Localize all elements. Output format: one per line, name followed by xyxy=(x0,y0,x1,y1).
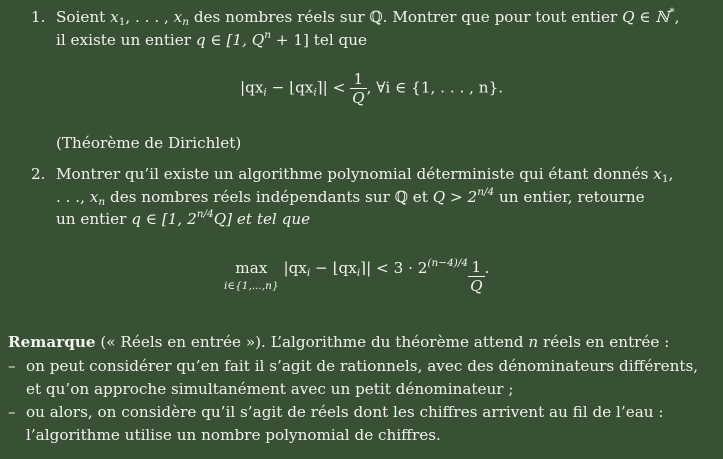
remark-heading: Remarque (« Réels en entrée »). L’algorithme du théorème attend n réels en entrée : xyxy=(8,333,670,351)
remark-bullet-1-line-1: on peut considérer qu’en fait il s’agit de rationnels, avec des dénominateurs différents, xyxy=(26,357,699,375)
approximation-formula: max i∈{1,...,n} $|qx_i$ − $⌊qx_i⌉| < 3 \cdot 2^{(n-4)/4}$ $\frac{1}{Q}$ . xyxy=(224,257,490,295)
item-number-2: 2. xyxy=(31,165,46,183)
dirichlet-formula: $|qx_i$ − $⌊qx_i⌉|$ < $\frac{1}{Q}$ , ∀i ∈ {1, . . . , n}. xyxy=(240,70,504,107)
bullet-dash-1: – xyxy=(8,357,16,375)
item-number-1: 1. xyxy=(31,8,46,26)
max-operator: max i∈{1,...,n} xyxy=(224,259,279,292)
item-1-line-2: il existe un entier q ∈ [1, $Q^n + 1$] tel que xyxy=(56,29,368,49)
fraction-1-over-q-2: $\frac{1}{Q}$ xyxy=(470,258,483,295)
remark-bullet-2-line-1: ou alors, on considère qu’il s’agit de réels dont les chiffres arrivent au fil de l’eau : xyxy=(26,403,664,421)
remark-bullet-2-line-2: l’algorithme utilise un nombre polynomial de chiffres. xyxy=(26,426,441,444)
remark-bullet-1-line-2: et qu’on approche simultanément avec un petit dénominateur ; xyxy=(26,380,514,398)
item-2-line-2: . . ., $x_n$ des nombres réels indépendants sur ℚ et $Q > 2^{n/4}$ un entier, retourne xyxy=(56,186,645,208)
item-2-line-3: un entier q ∈ [1, $2^{n/4}Q$] et tel que xyxy=(56,208,311,228)
bullet-dash-2: – xyxy=(8,403,16,421)
dirichlet-label: (Théorème de Dirichlet) xyxy=(56,134,242,152)
item-1-line-1: Soient $x_1$, . . . , $x_n$ des nombres réels sur ℚ. Montrer que pour tout entier Q ∈ ℕ*, xyxy=(56,6,680,28)
item-2-line-1: Montrer qu’il existe un algorithme polynomial déterministe qui étant donnés $x_1$, xyxy=(56,165,674,185)
fraction-1-over-q: $\frac{1}{Q}$ xyxy=(352,70,365,107)
